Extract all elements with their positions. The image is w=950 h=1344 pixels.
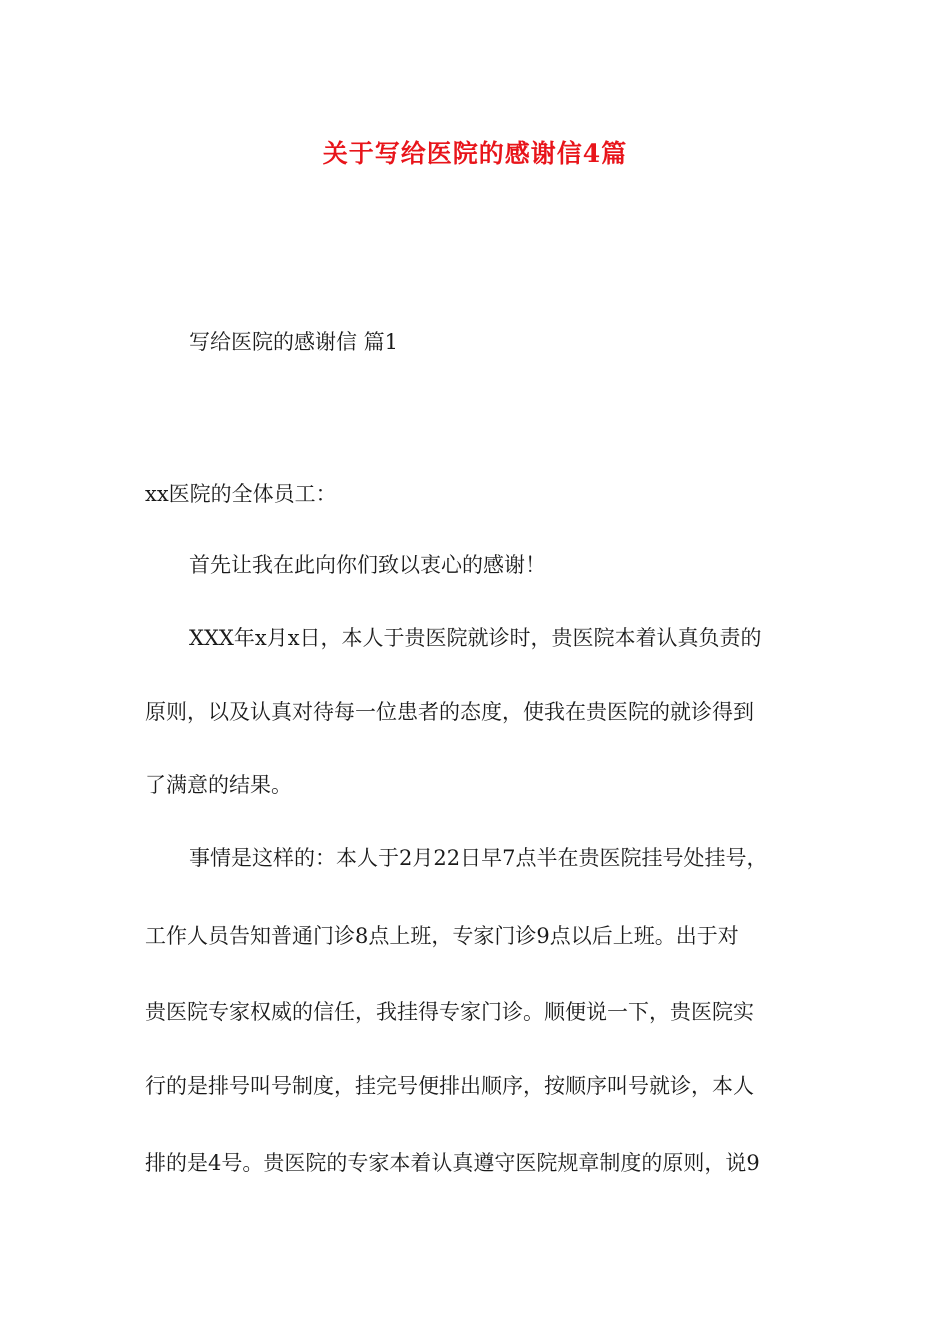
paragraph-line: 原则，以及认真对待每一位患者的态度，使我在贵医院的就诊得到 <box>145 700 754 724</box>
document-title: 关于写给医院的感谢信4篇 <box>322 139 628 168</box>
paragraph-line: 行的是排号叫号制度，挂完号便排出顺序，按顺序叫号就诊，本人 <box>145 1074 754 1098</box>
paragraph-line: XXX年x月x日，本人于贵医院就诊时，贵医院本着认真负责的 <box>189 626 762 650</box>
paragraph-line: 首先让我在此向你们致以衷心的感谢！ <box>189 553 546 577</box>
paragraph-line: 了满意的结果。 <box>145 773 292 797</box>
paragraph-line: 排的是4号。贵医院的专家本着认真遵守医院规章制度的原则，说9 <box>145 1151 760 1175</box>
paragraph-line: 贵医院专家权威的信任，我挂得专家门诊。顺便说一下，贵医院实 <box>145 1000 754 1024</box>
section-heading: 写给医院的感谢信 篇1 <box>189 330 399 354</box>
paragraph-line: 工作人员告知普通门诊8点上班，专家门诊9点以后上班。出于对 <box>145 924 739 948</box>
paragraph-line: 事情是这样的：本人于2月22日早7点半在贵医院挂号处挂号， <box>189 846 768 870</box>
salutation: xx医院的全体员工： <box>145 482 337 506</box>
